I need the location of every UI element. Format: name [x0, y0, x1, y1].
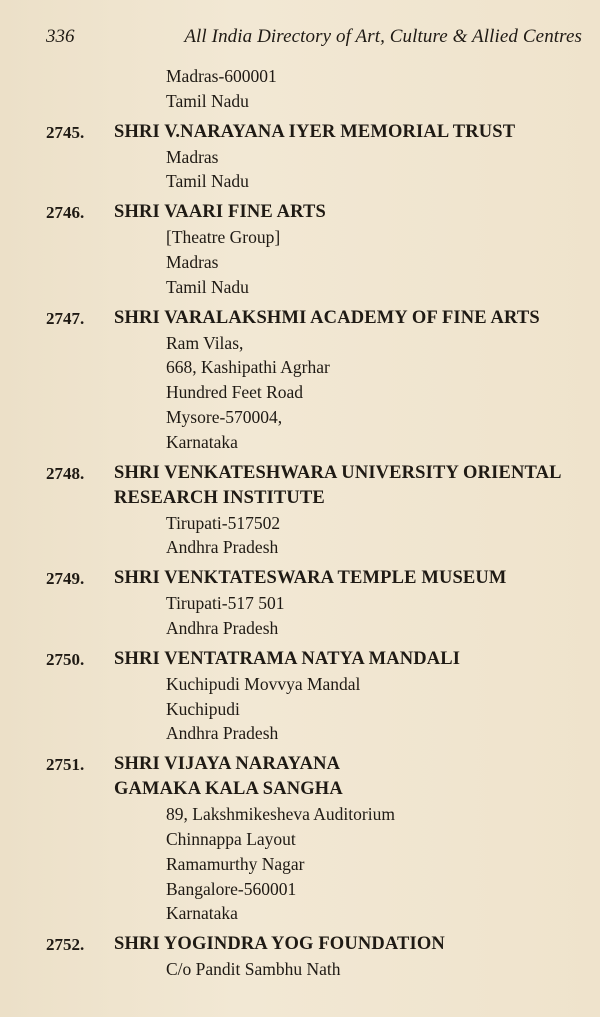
address-line: Tamil Nadu	[166, 276, 249, 297]
address-line: 89, Lakshmikesheva Auditorium	[166, 804, 395, 825]
entry-number: 2751.	[46, 755, 85, 775]
entry-name: SHRI VENKTATESWARA TEMPLE MUSEUM	[114, 568, 507, 589]
entry-number: 2746.	[46, 203, 85, 223]
directory-entry	[0, 647, 600, 746]
address-line: Ramamurthy Nagar	[166, 853, 305, 874]
page-number: 336	[46, 26, 75, 47]
address-line: Bangalore-560001	[166, 878, 297, 899]
directory-entry	[0, 566, 600, 641]
address-line: Andhra Pradesh	[166, 537, 279, 558]
entry-number: 2749.	[46, 569, 85, 589]
address-line: Chinnappa Layout	[166, 828, 296, 849]
entry-number: 2745.	[46, 122, 85, 142]
address-line: Madras	[166, 146, 219, 167]
address-line: Tamil Nadu	[166, 90, 249, 111]
continuation-entry	[0, 64, 600, 114]
directory-entry	[0, 120, 600, 195]
entry-list	[0, 114, 600, 982]
entry-name: SHRI VAARI FINE ARTS	[114, 202, 326, 223]
entry-name: SHRI VIJAYA NARAYANA	[114, 754, 341, 775]
entry-name: SHRI VENKATESHWARA UNIVERSITY ORIENTAL	[114, 462, 562, 483]
entry-name: GAMAKA KALA SANGHA	[114, 779, 343, 800]
entry-name: RESEARCH INSTITUTE	[114, 487, 325, 508]
entry-name: SHRI VARALAKSHMI ACADEMY OF FINE ARTS	[114, 307, 540, 328]
address-line: C/o Pandit Sambhu Nath	[166, 959, 341, 980]
address-line: Tamil Nadu	[166, 171, 249, 192]
address-line: Mysore-570004,	[166, 406, 283, 427]
address-line: Andhra Pradesh	[166, 723, 279, 744]
address-line: Kuchipudi	[166, 698, 240, 719]
directory-entries	[0, 64, 600, 982]
directory-entry	[0, 461, 600, 561]
address-line: Karnataka	[166, 431, 238, 452]
directory-entry	[0, 932, 600, 982]
address-line: Madras-600001	[166, 66, 277, 86]
address-line: Ram Vilas,	[166, 332, 244, 353]
address-line: Hundred Feet Road	[166, 382, 304, 403]
address-line: Kuchipudi Movvya Mandal	[166, 673, 361, 694]
running-title: All India Directory of Art, Culture & Allied Centres	[184, 26, 582, 47]
page-header	[46, 26, 582, 54]
address-line: Andhra Pradesh	[166, 617, 279, 638]
entry-number: 2750.	[46, 649, 85, 669]
entry-number: 2752.	[46, 935, 85, 955]
address-line: Karnataka	[166, 903, 238, 924]
entry-name: SHRI V.NARAYANA IYER MEMORIAL TRUST	[114, 121, 516, 142]
directory-entry	[0, 752, 600, 926]
entry-number: 2748.	[46, 463, 85, 483]
address-line: [Theatre Group]	[166, 227, 281, 248]
directory-entry	[0, 200, 600, 299]
entry-number: 2747.	[46, 308, 85, 328]
address-line: Tirupati-517 501	[166, 593, 285, 614]
address-line: Tirupati-517502	[166, 512, 281, 533]
address-line: Madras	[166, 251, 219, 272]
directory-entry	[0, 306, 600, 455]
address-line: 668, Kashipathi Agrhar	[166, 357, 330, 378]
entry-name: SHRI YOGINDRA YOG FOUNDATION	[114, 934, 445, 955]
entry-name: SHRI VENTATRAMA NATYA MANDALI	[114, 648, 461, 669]
